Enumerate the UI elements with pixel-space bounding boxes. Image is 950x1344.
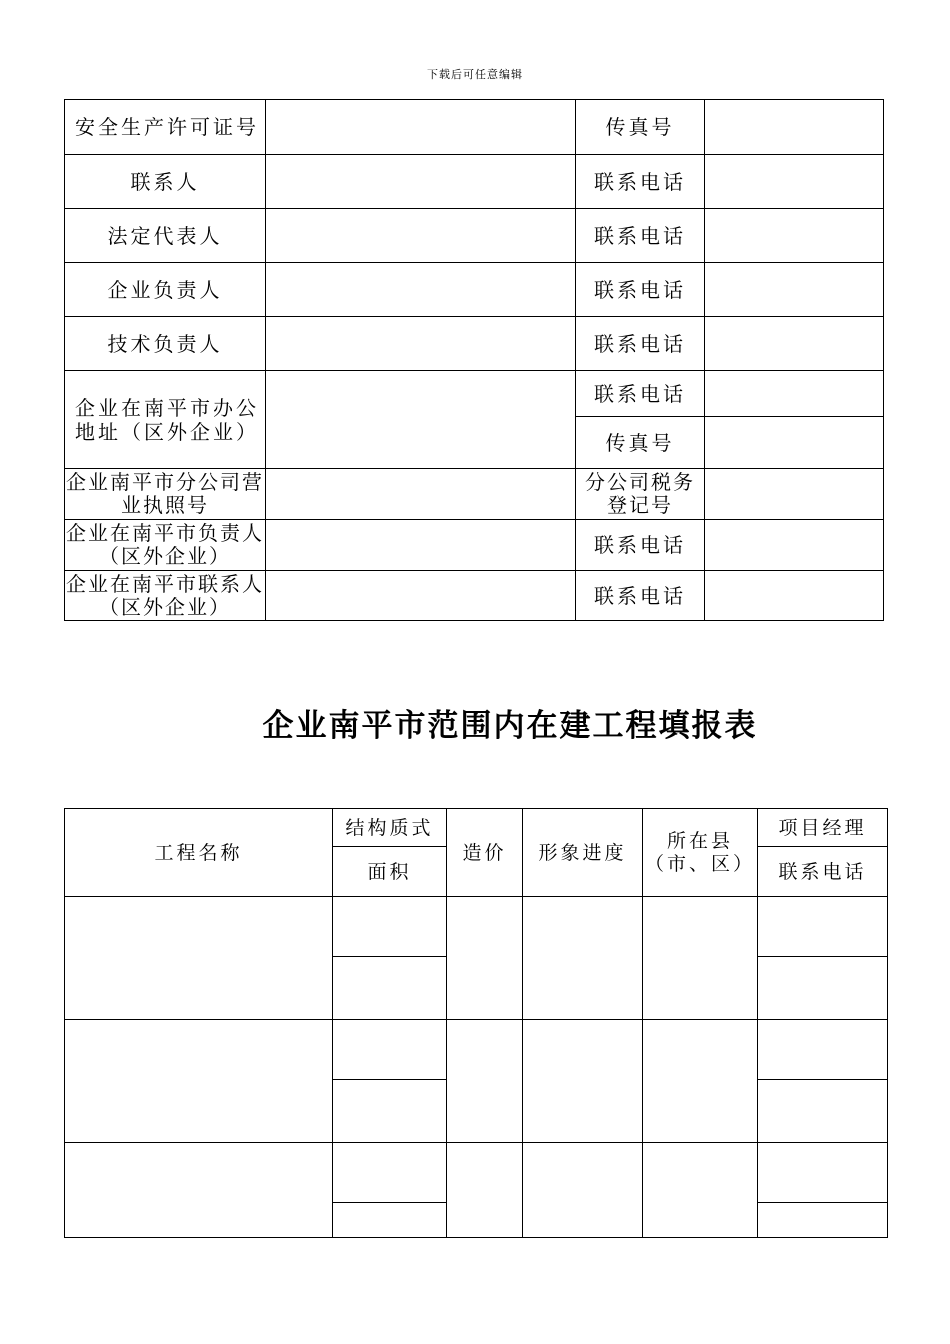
- phone-cell[interactable]: [758, 1080, 888, 1143]
- area-cell[interactable]: [333, 1203, 447, 1238]
- phone-value[interactable]: [705, 209, 884, 263]
- project-name-cell[interactable]: [65, 1143, 333, 1238]
- page-title: 企业南平市范围内在建工程填报表: [262, 708, 758, 744]
- office-address-label: 企业在南平市办公地址（区外企业）: [65, 371, 266, 469]
- phone-value[interactable]: [705, 371, 884, 417]
- phone-value[interactable]: [705, 571, 884, 621]
- branch-tax-value[interactable]: [705, 469, 884, 520]
- phone-label: 联系电话: [576, 520, 705, 571]
- header-project-manager: 项目经理: [758, 809, 888, 847]
- cost-cell[interactable]: [447, 1143, 523, 1238]
- fax-label: 传真号: [576, 417, 705, 469]
- progress-cell[interactable]: [523, 897, 643, 1020]
- table-row: [65, 897, 888, 957]
- table-row: [65, 100, 884, 155]
- phone-cell[interactable]: [758, 1203, 888, 1238]
- phone-label: 联系电话: [576, 571, 705, 621]
- safety-license-value[interactable]: [266, 100, 576, 155]
- county-cell[interactable]: [643, 897, 758, 1020]
- cost-cell[interactable]: [447, 1020, 523, 1143]
- project-manager-cell[interactable]: [758, 1020, 888, 1080]
- fax-label: 传真号: [576, 100, 705, 155]
- header-cost: 造价: [447, 809, 523, 897]
- header-project-name: 工程名称: [65, 809, 333, 897]
- county-cell[interactable]: [643, 1020, 758, 1143]
- contact-person-value[interactable]: [266, 155, 576, 209]
- technical-head-label: 技术负责人: [65, 317, 266, 371]
- branch-tax-label: 分公司税务登记号: [576, 469, 705, 520]
- company-head-value[interactable]: [266, 263, 576, 317]
- table-row: [65, 371, 884, 417]
- project-name-cell[interactable]: [65, 1020, 333, 1143]
- project-name-cell[interactable]: [65, 897, 333, 1020]
- header-phone: 联系电话: [758, 847, 888, 897]
- phone-value[interactable]: [705, 317, 884, 371]
- phone-value[interactable]: [705, 263, 884, 317]
- legal-representative-label: 法定代表人: [65, 209, 266, 263]
- local-manager-label: 企业在南平市负责人（区外企业）: [65, 520, 266, 571]
- local-contact-value[interactable]: [266, 571, 576, 621]
- phone-label: 联系电话: [576, 317, 705, 371]
- header-row: [65, 809, 888, 847]
- structure-cell[interactable]: [333, 897, 447, 957]
- structure-cell[interactable]: [333, 1020, 447, 1080]
- company-head-label: 企业负责人: [65, 263, 266, 317]
- area-cell[interactable]: [333, 1080, 447, 1143]
- header-structure: 结构质式: [333, 809, 447, 847]
- header-county: 所在县（市、区）: [643, 809, 758, 897]
- structure-cell[interactable]: [333, 1143, 447, 1203]
- county-cell[interactable]: [643, 1143, 758, 1238]
- table-row: [65, 1020, 888, 1080]
- header-progress: 形象进度: [523, 809, 643, 897]
- phone-label: 联系电话: [576, 371, 705, 417]
- cost-cell[interactable]: [447, 897, 523, 1020]
- table-row: [65, 1143, 888, 1203]
- table-row: [65, 469, 884, 520]
- phone-cell[interactable]: [758, 957, 888, 1020]
- table-row: [65, 520, 884, 571]
- table-row: [65, 317, 884, 371]
- phone-label: 联系电话: [576, 155, 705, 209]
- technical-head-value[interactable]: [266, 317, 576, 371]
- local-manager-value[interactable]: [266, 520, 576, 571]
- header-note: 下载后可任意编辑: [427, 68, 523, 81]
- fax-value[interactable]: [705, 100, 884, 155]
- local-contact-label: 企业在南平市联系人（区外企业）: [66, 571, 264, 619]
- header-area: 面积: [333, 847, 447, 897]
- branch-license-value[interactable]: [266, 469, 576, 520]
- area-cell[interactable]: [333, 957, 447, 1020]
- project-manager-cell[interactable]: [758, 897, 888, 957]
- fax-value[interactable]: [705, 417, 884, 469]
- phone-label: 联系电话: [576, 263, 705, 317]
- project-table: [64, 808, 888, 1238]
- company-info-table: [64, 99, 884, 621]
- table-row: [65, 263, 884, 317]
- phone-value[interactable]: [705, 155, 884, 209]
- table-row: [65, 155, 884, 209]
- safety-license-label: 安全生产许可证号: [65, 100, 266, 155]
- progress-cell[interactable]: [523, 1020, 643, 1143]
- branch-license-label: 企业南平市分公司营业执照号: [65, 469, 266, 520]
- phone-value[interactable]: [705, 520, 884, 571]
- phone-label: 联系电话: [576, 209, 705, 263]
- table-row: [65, 571, 884, 621]
- legal-representative-value[interactable]: [266, 209, 576, 263]
- project-manager-cell[interactable]: [758, 1143, 888, 1203]
- office-address-value[interactable]: [266, 371, 576, 469]
- progress-cell[interactable]: [523, 1143, 643, 1238]
- contact-person-label: 联系人: [65, 155, 266, 209]
- table-row: [65, 209, 884, 263]
